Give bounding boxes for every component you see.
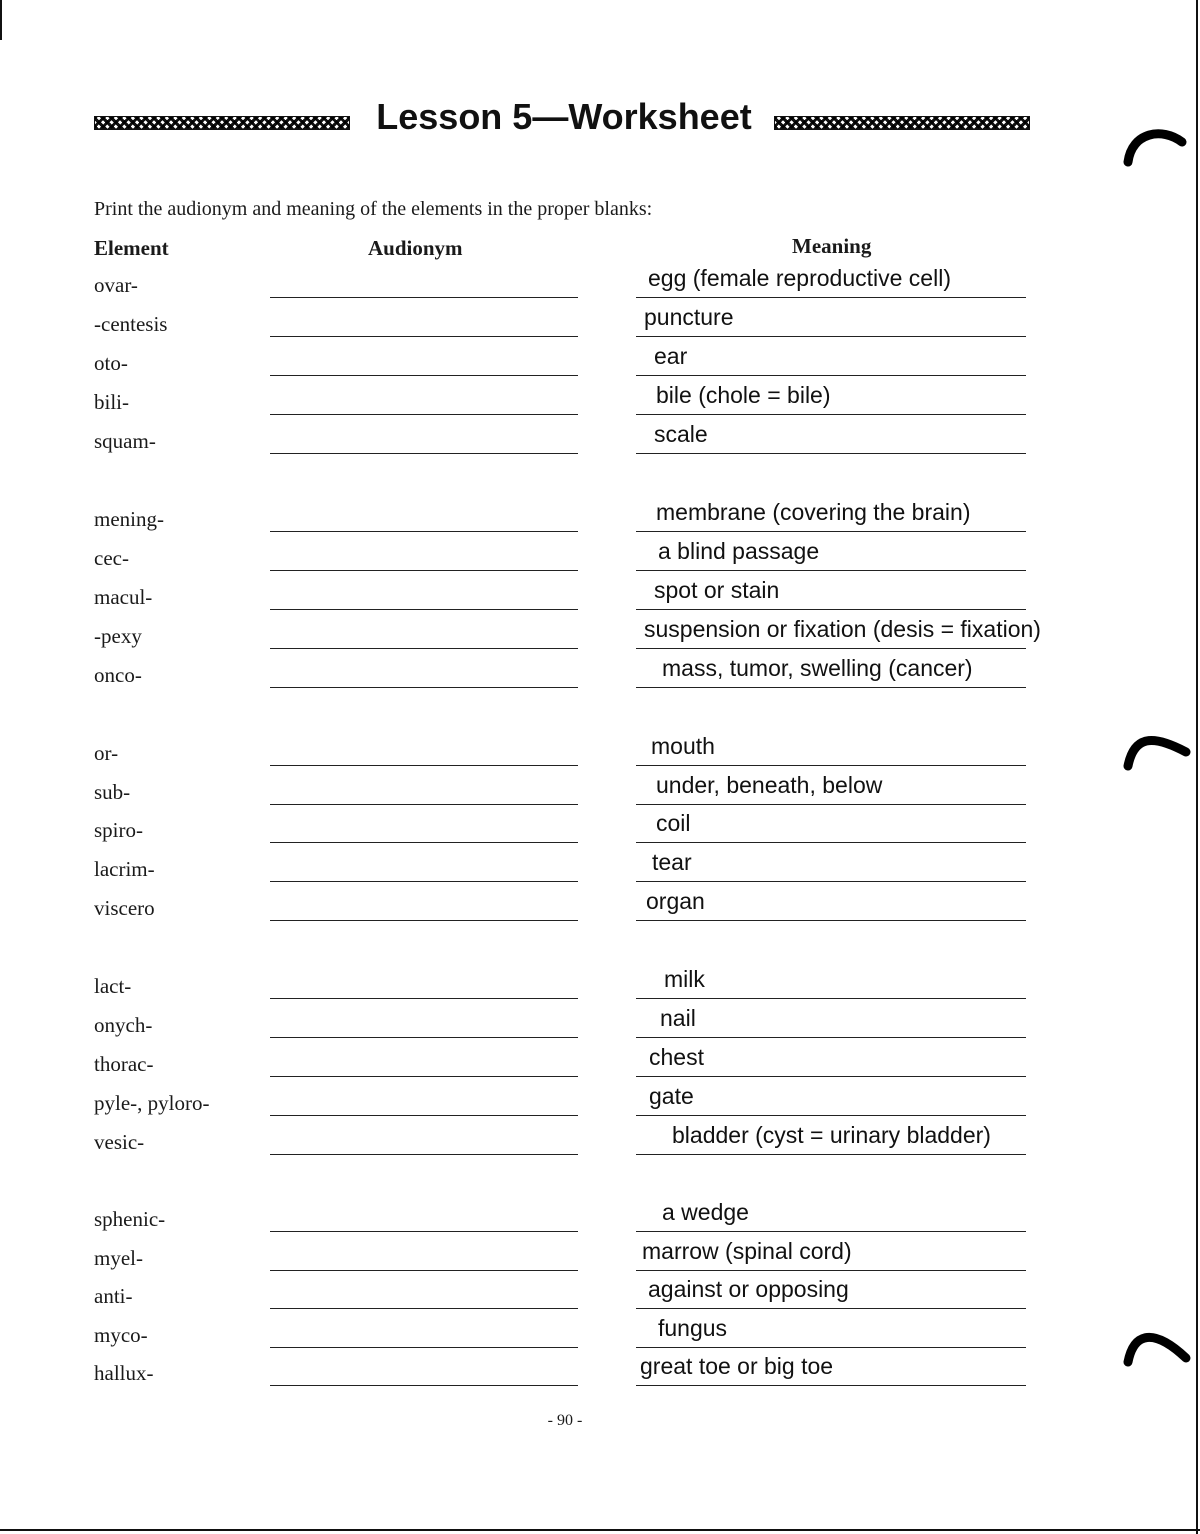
meaning-answer: mass, tumor, swelling (cancer) — [662, 655, 973, 681]
element-term: -centesis — [94, 312, 168, 336]
title-ornament-right — [774, 116, 1030, 130]
meaning-blank[interactable] — [636, 919, 1026, 921]
meaning-answer: milk — [664, 966, 705, 992]
meaning-blank[interactable] — [636, 452, 1026, 454]
worksheet-row — [0, 1193, 1200, 1232]
worksheet-row — [0, 727, 1200, 766]
meaning-answer: scale — [654, 421, 708, 447]
element-term: ovar- — [94, 273, 138, 297]
element-term: lacrim- — [94, 857, 155, 881]
element-term: onych- — [94, 1013, 153, 1037]
element-term: vesic- — [94, 1130, 145, 1154]
element-term: lact- — [94, 974, 132, 998]
worksheet-row — [0, 804, 1200, 843]
page-title: Lesson 5—Worksheet — [376, 96, 752, 137]
meaning-answer: spot or stain — [654, 577, 780, 603]
element-term: thorac- — [94, 1052, 154, 1076]
element-term: squam- — [94, 429, 156, 453]
meaning-answer: puncture — [644, 304, 734, 330]
worksheet-row — [0, 1232, 1200, 1271]
worksheet-row — [0, 259, 1200, 298]
worksheet-row — [0, 1270, 1200, 1309]
element-term: pyle-, pyloro- — [94, 1091, 210, 1115]
worksheet-row — [0, 571, 1200, 610]
worksheet-row — [0, 649, 1200, 688]
column-header-element: Element — [94, 236, 169, 260]
meaning-answer: egg (female reproductive cell) — [648, 265, 951, 291]
element-term: anti- — [94, 1284, 133, 1308]
worksheet-row — [0, 610, 1200, 649]
element-term: hallux- — [94, 1361, 154, 1385]
worksheet-row — [0, 1077, 1200, 1116]
element-term: cec- — [94, 546, 129, 570]
meaning-answer: marrow (spinal cord) — [642, 1238, 852, 1264]
meaning-answer: fungus — [658, 1315, 728, 1341]
meaning-answer: chest — [649, 1044, 704, 1070]
worksheet-row — [0, 999, 1200, 1038]
element-term: -pexy — [94, 624, 142, 648]
column-header-audionym: Audionym — [368, 236, 463, 260]
element-term: oto- — [94, 351, 128, 375]
worksheet-row — [0, 882, 1200, 921]
worksheet-row — [0, 298, 1200, 337]
binder-ring-mark-middle — [1122, 728, 1192, 778]
meaning-blank[interactable] — [636, 1153, 1026, 1155]
element-term: bili- — [94, 390, 129, 414]
meaning-answer: ear — [654, 343, 688, 369]
page-number: - 90 - — [547, 1412, 583, 1429]
meaning-answer: coil — [656, 810, 691, 836]
page-edge-bottom — [0, 1529, 1200, 1531]
audionym-blank[interactable] — [270, 919, 578, 921]
column-header-meaning: Meaning — [792, 234, 872, 258]
meaning-answer: under, beneath, below — [656, 772, 883, 798]
audionym-blank[interactable] — [270, 1384, 578, 1386]
element-term: sub- — [94, 780, 131, 804]
element-term: macul- — [94, 585, 153, 609]
worksheet-row — [0, 843, 1200, 882]
instructions: Print the audionym and meaning of the elements in the proper blanks: — [94, 198, 653, 220]
element-term: onco- — [94, 663, 142, 687]
element-term: viscero — [94, 896, 155, 920]
meaning-answer: suspension or fixation (desis = fixation) — [644, 616, 1041, 642]
worksheet-row — [0, 1038, 1200, 1077]
meaning-answer: bladder (cyst = urinary bladder) — [672, 1122, 991, 1148]
page-edge-left — [0, 0, 2, 40]
worksheet-row — [0, 1116, 1200, 1155]
meaning-answer: gate — [649, 1083, 694, 1109]
meaning-answer: mouth — [651, 733, 715, 759]
meaning-answer: bile (chole = bile) — [656, 382, 831, 408]
title-row — [94, 96, 1030, 146]
worksheet-row — [0, 376, 1200, 415]
meaning-blank[interactable] — [636, 1384, 1026, 1386]
meaning-answer: membrane (covering the brain) — [656, 499, 971, 525]
element-term: mening- — [94, 507, 164, 531]
meaning-answer: tear — [652, 849, 692, 875]
element-term: myco- — [94, 1323, 148, 1347]
meaning-answer: nail — [660, 1005, 696, 1031]
meaning-answer: against or opposing — [648, 1276, 849, 1302]
element-term: sphenic- — [94, 1207, 166, 1231]
meaning-answer: organ — [646, 888, 705, 914]
element-term: or- — [94, 741, 119, 765]
audionym-blank[interactable] — [270, 1153, 578, 1155]
element-term: myel- — [94, 1246, 143, 1270]
worksheet-row — [0, 493, 1200, 532]
binder-ring-mark-bottom — [1122, 1322, 1192, 1372]
title-ornament-left — [94, 116, 350, 130]
binder-ring-mark-top — [1122, 122, 1192, 172]
worksheet-row — [0, 532, 1200, 571]
worksheet-row — [0, 960, 1200, 999]
worksheet-row — [0, 337, 1200, 376]
meaning-answer: a blind passage — [658, 538, 820, 564]
element-term: spiro- — [94, 818, 143, 842]
worksheet-row — [0, 415, 1200, 454]
meaning-answer: a wedge — [662, 1199, 749, 1225]
worksheet-row — [0, 766, 1200, 805]
audionym-blank[interactable] — [270, 686, 578, 688]
audionym-blank[interactable] — [270, 452, 578, 454]
meaning-blank[interactable] — [636, 686, 1026, 688]
worksheet-row — [0, 1347, 1200, 1386]
worksheet-row — [0, 1309, 1200, 1348]
meaning-answer: great toe or big toe — [640, 1353, 834, 1379]
